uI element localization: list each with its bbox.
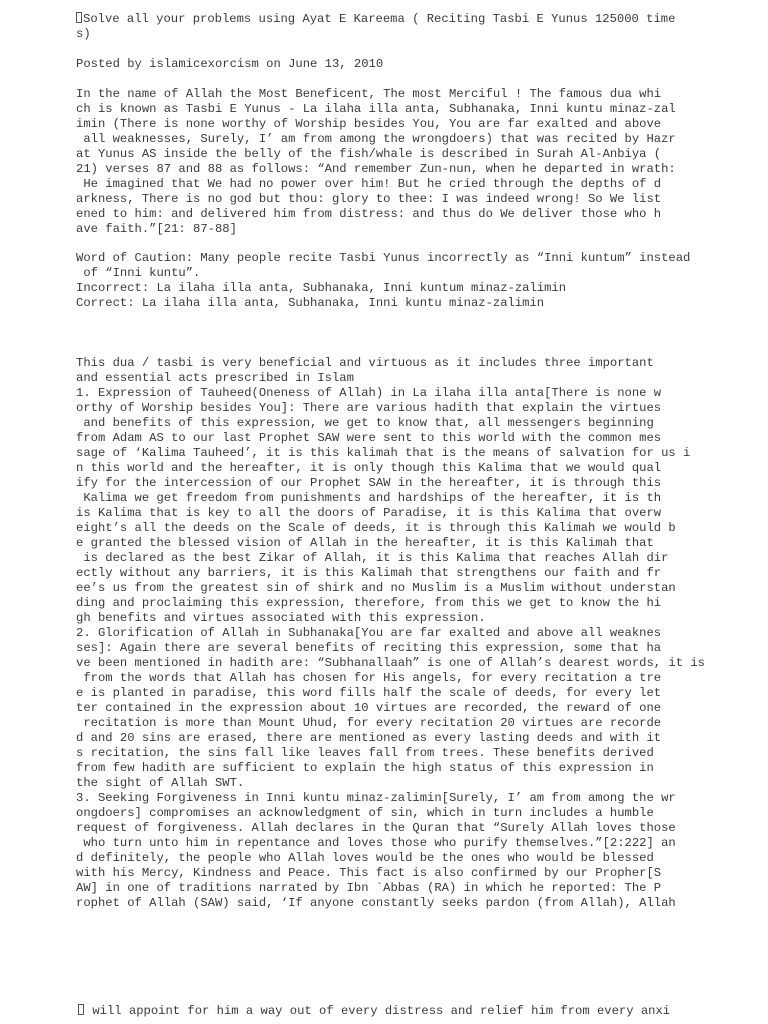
body-line: who turn unto him in repentance and loves those who purify themselves.”[2:222] an bbox=[76, 836, 676, 850]
body-line: ding and proclaiming this expression, therefore, from this we get to know the hi bbox=[76, 596, 662, 610]
body-line: is Kalima that is key to all the doors of Paradise, it is this Kalima that overw bbox=[76, 506, 662, 520]
title-line: s) bbox=[76, 27, 91, 41]
caution-line: Correct: La ilaha illa anta, Subhanaka, Inni kuntu minaz-zalimin bbox=[76, 296, 545, 310]
missing-glyph-icon bbox=[76, 12, 82, 23]
body-line: eight’s all the deeds on the Scale of deeds, it is through this Kalimah we would b bbox=[76, 521, 676, 535]
body-line: recitation is more than Mount Uhud, for every recitation 20 virtues are recorde bbox=[76, 716, 662, 730]
intro-line: arkness, There is no god but thou: glory to thee: I was indeed wrong! So We list bbox=[76, 192, 662, 206]
body-line: ectly without any barriers, it is this Kalimah that strengthens our faith and fr bbox=[76, 566, 662, 580]
footer-line: will appoint for him a way out of every distress and relief him from every anxi bbox=[78, 1004, 670, 1019]
body-line: request of forgiveness. Allah declares in the Quran that “Surely Allah loves those bbox=[76, 821, 676, 835]
body-line: d definitely, the people who Allah loves would be the ones who would be blessed bbox=[76, 851, 654, 865]
body-line: orthy of Worship besides You]: There are various hadith that explain the virtues bbox=[76, 401, 662, 415]
intro-line: He imagined that We had no power over him! But he cried through the depths of d bbox=[76, 177, 662, 191]
body-line: Kalima we get freedom from punishments and hardships of the hereafter, it is th bbox=[76, 491, 662, 505]
intro-line: ave faith.”[21: 87-88] bbox=[76, 222, 237, 236]
body-line: and essential acts prescribed in Islam bbox=[76, 371, 354, 385]
body-line: ve been mentioned in hadith are: “Subhanallaah” is one of Allah’s dearest words, it is bbox=[76, 656, 705, 670]
body-line: e is planted in paradise, this word fills half the scale of deeds, for every let bbox=[76, 686, 662, 700]
title-line: Solve all your problems using Ayat E Kareema ( Reciting Tasbi E Yunus 125000 time bbox=[76, 12, 675, 27]
body-line: d and 20 sins are erased, there are mentioned as every lasting deeds and with it bbox=[76, 731, 662, 745]
caution-line: of “Inni kuntu”. bbox=[76, 266, 201, 280]
body-line: ify for the intercession of our Prophet SAW in the hereafter, it is through this bbox=[76, 476, 662, 490]
body-line: ongdoers] compromises an acknowledgment of sin, which in turn includes a humble bbox=[76, 806, 654, 820]
body-line: is declared as the best Zikar of Allah, it is this Kalima that reaches Allah dir bbox=[76, 551, 669, 565]
body-line: from Adam AS to our last Prophet SAW were sent to this world with the common mes bbox=[76, 431, 662, 445]
body-line: ses]: Again there are several benefits of reciting this expression, some that ha bbox=[76, 641, 662, 655]
body-line: ter contained in the expression about 10 virtues are recorded, the reward of one bbox=[76, 701, 662, 715]
body-line: 1. Expression of Tauheed(Oneness of Allah) in La ilaha illa anta[There is none w bbox=[76, 386, 662, 400]
body-line: sage of ‘Kalima Tauheed’, it is this kalimah that is the means of salvation for us i bbox=[76, 446, 691, 460]
intro-line: ch is known as Tasbi E Yunus - La ilaha illa anta, Subhanaka, Inni kuntu minaz-zal bbox=[76, 102, 676, 116]
missing-glyph-icon bbox=[78, 1004, 84, 1015]
body-line: rophet of Allah (SAW) said, ‘If anyone constantly seeks pardon (from Allah), Allah bbox=[76, 896, 676, 910]
intro-line: imin (There is none worthy of Worship besides You, You are far exalted and above bbox=[76, 117, 662, 131]
intro-line: ened to him: and delivered him from distress: and thus do We deliver those who h bbox=[76, 207, 662, 221]
caution-line: Word of Caution: Many people recite Tasbi Yunus incorrectly as “Inni kuntum” instead bbox=[76, 251, 691, 265]
body-line: 2. Glorification of Allah in Subhanaka[You are far exalted and above all weaknes bbox=[76, 626, 662, 640]
body-line: This dua / tasbi is very beneficial and virtuous as it includes three important bbox=[76, 356, 654, 370]
body-line: with his Mercy, Kindness and Peace. This fact is also confirmed by our Propher[S bbox=[76, 866, 662, 880]
body-line: 3. Seeking Forgiveness in Inni kuntu minaz-zalimin[Surely, I’ am from among the wr bbox=[76, 791, 676, 805]
body-line: gh benefits and virtues associated with this expression. bbox=[76, 611, 486, 625]
body-line: n this world and the hereafter, it is only though this Kalima that we would qual bbox=[76, 461, 662, 475]
intro-line: at Yunus AS inside the belly of the fish/whale is described in Surah Al-Anbiya ( bbox=[76, 147, 662, 161]
byline: Posted by islamicexorcism on June 13, 2010 bbox=[76, 57, 384, 71]
body-line: from the words that Allah has chosen for His angels, for every recitation a tre bbox=[76, 671, 662, 685]
intro-line: In the name of Allah the Most Beneficent, The most Merciful ! The famous dua whi bbox=[76, 87, 662, 101]
body-line: ee’s us from the greatest sin of shirk and no Muslim is a Muslim without understan bbox=[76, 581, 676, 595]
intro-line: all weaknesses, Surely, I’ am from among the wrongdoers) that was recited by Hazr bbox=[76, 132, 676, 146]
body-line: the sight of Allah SWT. bbox=[76, 776, 245, 790]
caution-line: Incorrect: La ilaha illa anta, Subhanaka, Inni kuntum minaz-zalimin bbox=[76, 281, 567, 295]
body-line: from few hadith are sufficient to explain the high status of this expression in bbox=[76, 761, 654, 775]
body-line: e granted the blessed vision of Allah in the hereafter, it is this Kalimah that bbox=[76, 536, 654, 550]
body-line: s recitation, the sins fall like leaves fall from trees. These benefits derived bbox=[76, 746, 654, 760]
intro-line: 21) verses 87 and 88 as follows: “And remember Zun-nun, when he departed in wrath: bbox=[76, 162, 676, 176]
body-line: and benefits of this expression, we get to know that, all messengers beginning bbox=[76, 416, 654, 430]
body-line: AW] in one of traditions narrated by Ibn `Abbas (RA) in which he reported: The P bbox=[76, 881, 662, 895]
